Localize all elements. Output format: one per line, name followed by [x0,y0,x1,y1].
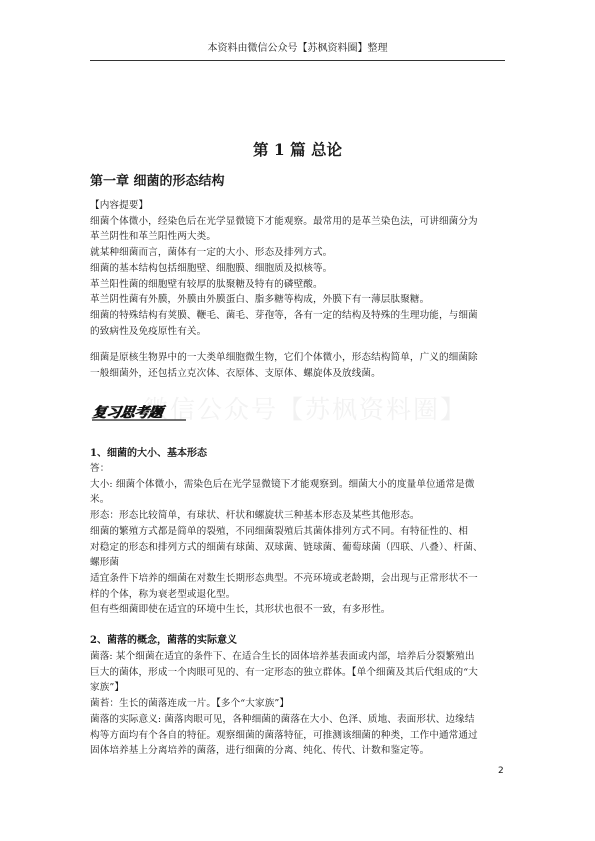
page-number: 2 [498,766,504,776]
section-2-line: 菌落: 某个细菌在适宜的条件下、在适合生长的固体培养基表面或内部，培养后分裂繁殖出 [90,651,475,662]
section-2-body [90,649,508,759]
section-1-line: 细菌的繁殖方式都是简单的裂殖，不同细菌裂殖后其菌体排列方式不同。有特征性的、相 [90,525,469,537]
section-1-line: 但有些细菌即使在适宜的环境中生长，其形状也很不一致，有多形性。 [90,604,391,616]
section-2-line: 构等方面均有个各自的特征。观察细菌的菌落特征，可推测该细菌的种类，工作中通常通过 [90,729,478,741]
section-1-line: 螺形菌 [90,557,120,569]
summary-line: 就某种细菌而言，菌体有一定的大小、形态及排列方式。 [90,247,333,259]
page-header: 本资料由微信公众号【苏枫资料圈】整理 [207,43,388,54]
intro-line: 一般细菌外，还包括立克次体、衣原体、支原体、螺旋体及放线菌。 [90,367,381,379]
section-1-title: 1、细菌的大小、基本形态 [90,448,207,459]
summary-paragraph [90,198,508,339]
summary-line: 革兰阳性菌的细胞壁有较厚的肽聚糖及特有的磷壁酸。 [90,278,323,290]
section-1-line: 米。 [90,494,110,506]
header-divider [90,60,505,61]
section-2-line: 家族”】 [90,682,125,694]
section-1-body [90,461,508,618]
section-2-line: 巨大的菌体，形成一个肉眼可见的、有一定形态的独立群体。【单个细菌及其后代组成的“大 [90,666,478,678]
section-1-line: 大小: 细菌个体微小，需染色后在光学显微镜下才能观察到。细菌大小的度量单位通常是微 [90,478,475,490]
summary-line: 细菌的特殊结构有荚膜、鞭毛、菌毛、芽孢等，各有一定的结构及特殊的生理功能，与细菌 [90,309,478,321]
summary-line: 革兰阴性菌有外膜，外膜由外膜蛋白、脂多糖等构成，外膜下有一薄层肽聚糖。 [90,294,430,306]
review-heading: 复习思考题 [90,405,164,421]
intro-line: 细菌是原核生物界中的一大类单细胞微生物，它们个体微小，形态结构简单，广义的细菌除 [90,352,478,363]
section-2-line: 固体培养基上分离培养的菌落，进行细菌的分离、纯化、传代、计数和鉴定等。 [90,745,430,757]
summary-line: 【内容提要】 [90,200,149,211]
section-2-line: 菌苔：生长的菌落连成一片。【多个“大家族”】 [90,698,290,710]
section-1-line: 适宜条件下培养的细菌在对数生长期形态典型。不亮环境或老龄期，会出现与正常形状不一 [90,572,478,584]
watermark: 微信公众号【苏枫资料圈】 [142,395,467,424]
section-1-line: 答： [90,463,110,474]
part-title: 第 1 篇 总论 [253,140,342,159]
section-2-line: 菌落的实际意义: 菌落肉眼可见，各种细菌的菌落在大小、色泽、质地、表面形状、边缘结 [90,713,475,725]
summary-line: 细菌个体微小，经染色后在光学显微镜下才能观察。最常用的是革兰染色法，可讲细菌分为 [90,215,478,227]
section-1-line: 样的个体，称为衰老型或退化型。 [90,588,236,600]
intro-paragraph [90,350,508,381]
section-1-line: 形态：形态比较简单，有球状、杆状和螺旋状三种基本形态及某些其他形态。 [90,510,420,522]
section-1-line: 对稳定的形态和排列方式的细菌有球菌、双球菌、链球菌、葡萄球菌（四联、八叠）、杆菌、 [90,541,483,553]
summary-line: 的致病性及免疫原性有关。 [90,325,207,337]
summary-line: 革兰阴性和革兰阳性两大类。 [90,231,217,243]
summary-line: 细菌的基本结构包括细胞壁、细胞膜、细胞质及拟核等。 [90,262,333,274]
section-2-title: 2、菌落的概念，菌落的实际意义 [90,635,237,646]
chapter-title: 第一章 细菌的形态结构 [90,174,225,189]
